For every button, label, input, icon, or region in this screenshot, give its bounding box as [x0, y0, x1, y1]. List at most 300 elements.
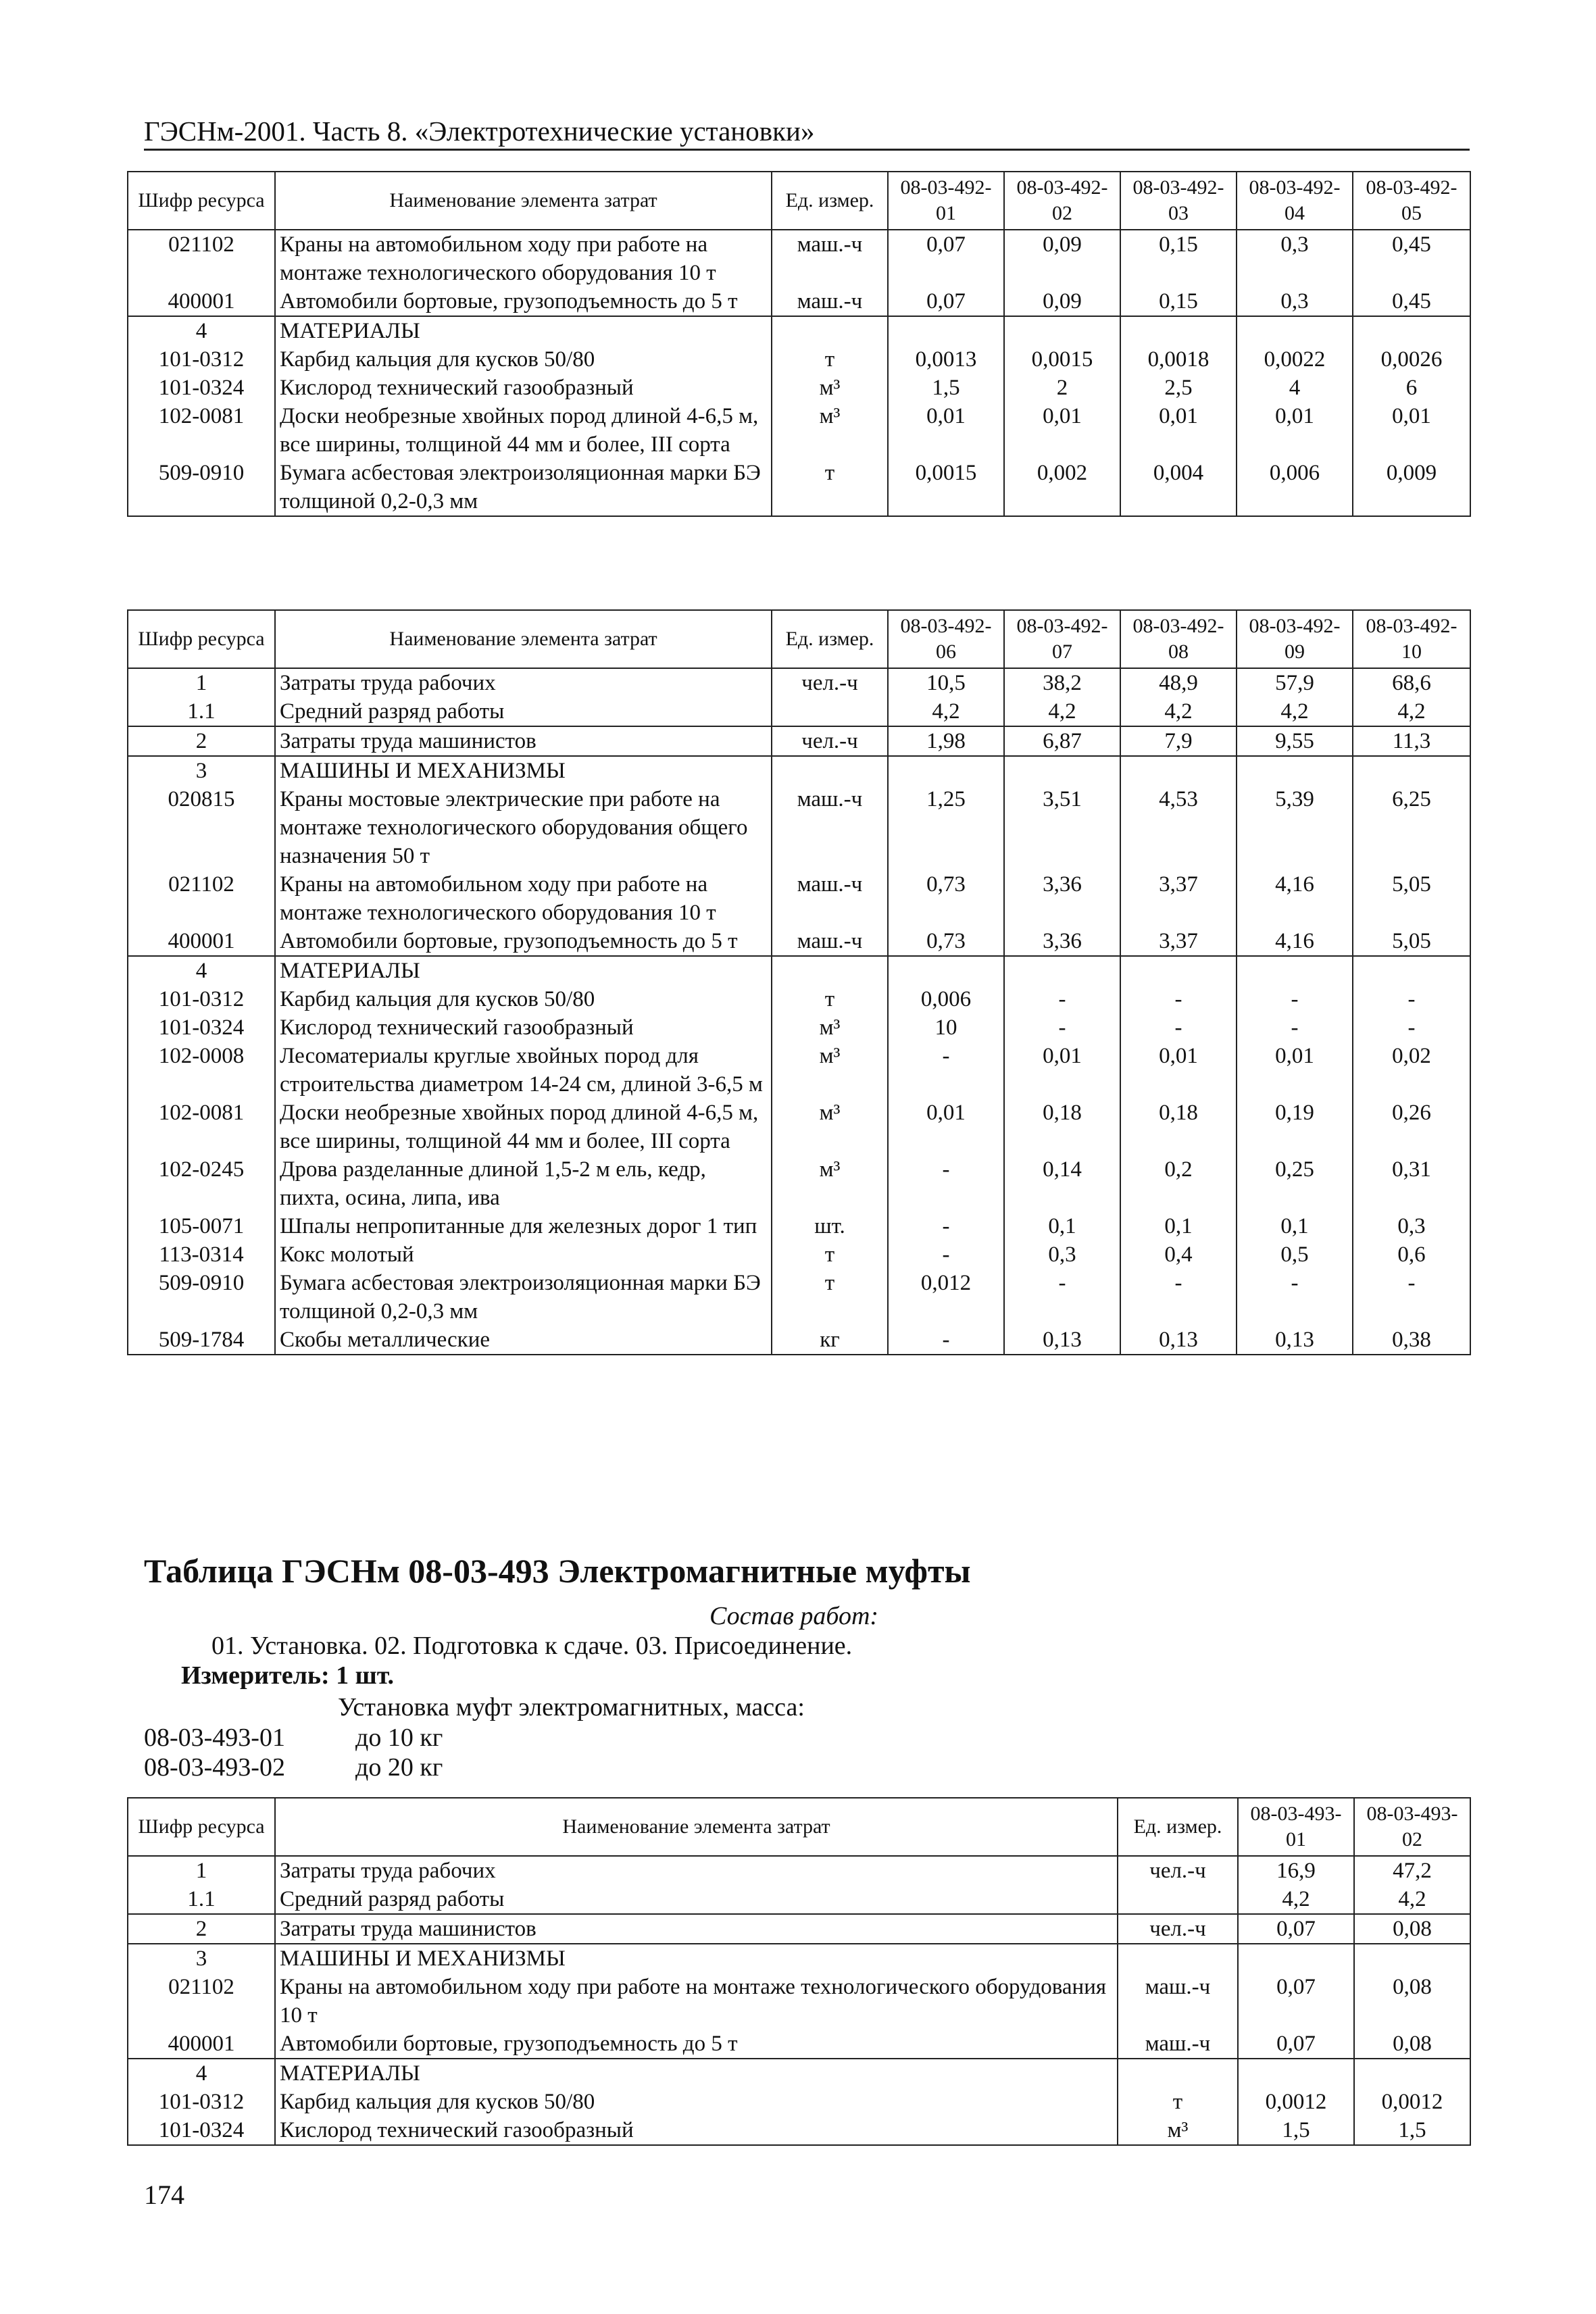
resource-code: 3 [128, 1944, 275, 1973]
unit-cell: м³ [772, 1042, 888, 1099]
unit-cell: кг [772, 1326, 888, 1355]
norm-value [1354, 1944, 1470, 1973]
norm-value [1237, 756, 1353, 785]
unit-cell [772, 756, 888, 785]
resource-code: 105-0071 [128, 1212, 275, 1240]
table-row [128, 345, 1470, 374]
table-row [128, 2088, 1470, 2116]
norm-value: 0,08 [1354, 2030, 1470, 2059]
norm-value: 6,87 [1004, 726, 1120, 756]
table-row [128, 374, 1470, 402]
norm-value: 0,0012 [1354, 2088, 1470, 2116]
norm-value: 0,09 [1004, 230, 1120, 287]
table-row [128, 2030, 1470, 2059]
norm-value: - [888, 1155, 1004, 1212]
resource-name: Дрова разделанные длиной 1,5-2 м ель, кедр, пихта, осина, липа, ива [275, 1155, 772, 1212]
norm-value [1238, 1944, 1354, 1973]
norm-value: 7,9 [1120, 726, 1237, 756]
norm-value: 4,16 [1237, 927, 1353, 956]
norm-value: 4,2 [888, 697, 1004, 726]
norm-value: 0,0013 [888, 345, 1004, 374]
norm-value [1120, 316, 1237, 345]
norm-value: 0,1 [1004, 1212, 1120, 1240]
norm-value: 0,01 [1120, 1042, 1237, 1099]
norm-value: 16,9 [1238, 1856, 1354, 1885]
col-header-norm: 08-03-492-09 [1237, 610, 1353, 668]
resource-name: Автомобили бортовые, грузоподъемность до 5 т [275, 287, 772, 316]
resource-name: Затраты труда рабочих [275, 668, 772, 697]
col-header-code: Шифр ресурса [128, 1798, 275, 1856]
unit-cell: маш.-ч [1118, 1973, 1238, 2030]
resource-name: Краны на автомобильном ходу при работе на монтаже технологического оборудования 10 т [275, 1973, 1118, 2030]
norm-value: 2 [1004, 374, 1120, 402]
table-row [128, 2116, 1470, 2145]
resource-code: 101-0324 [128, 1013, 275, 1042]
unit-cell: т [772, 459, 888, 516]
page-number: 174 [144, 2180, 184, 2210]
norm-value: 0,73 [888, 927, 1004, 956]
norm-value: 0,18 [1120, 1099, 1237, 1155]
norm-value: 0,13 [1120, 1326, 1237, 1355]
norm-value: 0,09 [1004, 287, 1120, 316]
resource-code: 113-0314 [128, 1240, 275, 1269]
table-row [128, 697, 1470, 726]
norm-value: 0,73 [888, 870, 1004, 927]
resource-name: МАТЕРИАЛЫ [275, 2059, 1118, 2088]
norm-value: 1,5 [1354, 2116, 1470, 2145]
unit-cell: м³ [772, 374, 888, 402]
resource-name: Затраты труда машинистов [275, 726, 772, 756]
table-row [128, 1212, 1470, 1240]
unit-cell: т [1118, 2088, 1238, 2116]
norm-value: - [1353, 1269, 1470, 1326]
resource-code: 4 [128, 316, 275, 345]
norm-value: - [1004, 1269, 1120, 1326]
norm-value: 0,6 [1353, 1240, 1470, 1269]
unit-cell [772, 956, 888, 985]
table-row [128, 756, 1470, 785]
table-row [128, 287, 1470, 316]
resource-code: 400001 [128, 927, 275, 956]
col-header-norm: 08-03-492-03 [1120, 172, 1237, 230]
norm-value: 3,36 [1004, 927, 1120, 956]
norm-value: 0,25 [1237, 1155, 1353, 1212]
table-row [128, 316, 1470, 345]
norm-value: 0,13 [1004, 1326, 1120, 1355]
resource-name: Средний разряд работы [275, 697, 772, 726]
norm-value: 0,0018 [1120, 345, 1237, 374]
table-title: Таблица ГЭСНм 08-03-493 Электромагнитные муфты [144, 1552, 971, 1590]
resource-table-492-01-05 [127, 171, 1471, 517]
norm-value: - [888, 1240, 1004, 1269]
norm-value: 0,1 [1120, 1212, 1237, 1240]
resource-name: Кислород технический газообразный [275, 374, 772, 402]
resource-name: Скобы металлические [275, 1326, 772, 1355]
norm-value [1237, 316, 1353, 345]
resource-name: Кокс молотый [275, 1240, 772, 1269]
resource-table-492-06-10 [127, 609, 1471, 1355]
norm-value: 3,51 [1004, 785, 1120, 870]
table-row [128, 785, 1470, 870]
resource-code: 021102 [128, 1973, 275, 2030]
unit-cell: чел.-ч [772, 668, 888, 697]
norm-value: 0,15 [1120, 230, 1237, 287]
variant-code: 08-03-493-01 [144, 1724, 285, 1752]
norm-value: 5,39 [1237, 785, 1353, 870]
resource-code: 509-1784 [128, 1326, 275, 1355]
resource-code: 101-0324 [128, 2116, 275, 2145]
unit-cell: чел.-ч [1118, 1856, 1238, 1885]
col-header-norm: 08-03-493-01 [1238, 1798, 1354, 1856]
unit-cell: маш.-ч [772, 230, 888, 287]
norm-value: 0,004 [1120, 459, 1237, 516]
norm-value: 0,02 [1353, 1042, 1470, 1099]
resource-name: МАШИНЫ И МЕХАНИЗМЫ [275, 1944, 1118, 1973]
norm-value [888, 756, 1004, 785]
norm-value: - [1120, 1269, 1237, 1326]
col-header-norm: 08-03-492-04 [1237, 172, 1353, 230]
resource-name: Кислород технический газообразный [275, 2116, 1118, 2145]
table-row [128, 726, 1470, 756]
norm-value: - [888, 1212, 1004, 1240]
norm-value: 0,15 [1120, 287, 1237, 316]
norm-value: 9,55 [1237, 726, 1353, 756]
unit-cell [1118, 1885, 1238, 1914]
norm-value [888, 316, 1004, 345]
install-description: Установка муфт электромагнитных, масса: [338, 1693, 805, 1721]
norm-value: 4,2 [1353, 697, 1470, 726]
variant-code: 08-03-493-02 [144, 1753, 285, 1782]
unit-cell: маш.-ч [1118, 2030, 1238, 2059]
norm-value: 0,01 [1353, 402, 1470, 459]
unit-cell: т [772, 1269, 888, 1326]
norm-value [1353, 956, 1470, 985]
norm-value: 0,26 [1353, 1099, 1470, 1155]
norm-value: 0,0012 [1238, 2088, 1354, 2116]
col-header-name: Наименование элемента затрат [275, 172, 772, 230]
unit-cell [772, 316, 888, 345]
norm-value: 3,37 [1120, 870, 1237, 927]
norm-value [1004, 316, 1120, 345]
norm-value [1353, 316, 1470, 345]
norm-value: - [1004, 1013, 1120, 1042]
unit-cell: м³ [772, 1155, 888, 1212]
unit-cell: маш.-ч [772, 287, 888, 316]
col-header-norm: 08-03-492-01 [888, 172, 1004, 230]
resource-table-493 [127, 1797, 1471, 2146]
norm-value: 0,01 [1120, 402, 1237, 459]
unit-cell: маш.-ч [772, 785, 888, 870]
norm-value: 4,2 [1004, 697, 1120, 726]
resource-name: Лесоматериалы круглые хвойных пород для строительства диаметром 14-24 см, длиной 3-6,5 м [275, 1042, 772, 1099]
norm-value: - [888, 1042, 1004, 1099]
unit-cell: м³ [772, 1099, 888, 1155]
resource-code: 102-0081 [128, 1099, 275, 1155]
norm-value [1004, 756, 1120, 785]
composition-label: Состав работ: [709, 1602, 879, 1630]
col-header-name: Наименование элемента затрат [275, 1798, 1118, 1856]
resource-code: 101-0324 [128, 374, 275, 402]
resource-code: 101-0312 [128, 345, 275, 374]
resource-name: МАШИНЫ И МЕХАНИЗМЫ [275, 756, 772, 785]
norm-value: - [1237, 1013, 1353, 1042]
norm-value: 0,01 [888, 402, 1004, 459]
norm-value: 6 [1353, 374, 1470, 402]
norm-value: 47,2 [1354, 1856, 1470, 1885]
table-row [128, 1944, 1470, 1973]
resource-code: 102-0081 [128, 402, 275, 459]
resource-name: Доски необрезные хвойных пород длиной 4-6,5 м, все ширины, толщиной 44 мм и более, III сорта [275, 402, 772, 459]
resource-name: Автомобили бортовые, грузоподъемность до 5 т [275, 2030, 1118, 2059]
unit-cell: м³ [1118, 2116, 1238, 2145]
norm-value: 4,16 [1237, 870, 1353, 927]
table-row [128, 668, 1470, 697]
norm-value: 0,01 [1004, 402, 1120, 459]
table-row [128, 956, 1470, 985]
table-row [128, 402, 1470, 459]
norm-value: 0,38 [1353, 1326, 1470, 1355]
norm-value: 0,3 [1237, 230, 1353, 287]
col-header-unit: Ед. измер. [1118, 1798, 1238, 1856]
norm-value: - [1237, 985, 1353, 1013]
norm-value: - [1353, 1013, 1470, 1042]
norm-value: 10 [888, 1013, 1004, 1042]
resource-name: Краны мостовые электрические при работе на монтаже технологического оборудования общего назначения 50 т [275, 785, 772, 870]
norm-value: 0,18 [1004, 1099, 1120, 1155]
resource-name: Карбид кальция для кусков 50/80 [275, 345, 772, 374]
norm-value [1353, 756, 1470, 785]
norm-value: 4,2 [1120, 697, 1237, 726]
table-row [128, 459, 1470, 516]
resource-code: 1 [128, 1856, 275, 1885]
resource-code: 509-0910 [128, 459, 275, 516]
unit-cell: т [772, 985, 888, 1013]
resource-name: Карбид кальция для кусков 50/80 [275, 985, 772, 1013]
norm-value: 0,0015 [888, 459, 1004, 516]
resource-code: 1.1 [128, 697, 275, 726]
variant-desc: до 20 кг [355, 1753, 443, 1782]
norm-value: 0,002 [1004, 459, 1120, 516]
norm-value: 0,006 [1237, 459, 1353, 516]
norm-value: 48,9 [1120, 668, 1237, 697]
norm-value [1354, 2059, 1470, 2088]
norm-value: 0,5 [1237, 1240, 1353, 1269]
composition-text: 01. Установка. 02. Подготовка к сдаче. 03. Присоединение. [211, 1632, 853, 1660]
table-row [128, 1240, 1470, 1269]
norm-value: 3,36 [1004, 870, 1120, 927]
resource-code: 3 [128, 756, 275, 785]
col-header-code: Шифр ресурса [128, 610, 275, 668]
measure-unit: Измеритель: 1 шт. [181, 1661, 395, 1690]
resource-code: 021102 [128, 870, 275, 927]
norm-value: 0,13 [1237, 1326, 1353, 1355]
unit-cell: маш.-ч [772, 870, 888, 927]
table-row [128, 1099, 1470, 1155]
norm-value: 0,07 [1238, 2030, 1354, 2059]
norm-value: 0,0026 [1353, 345, 1470, 374]
norm-value: 0,3 [1237, 287, 1353, 316]
norm-value [1120, 956, 1237, 985]
col-header-unit: Ед. измер. [772, 610, 888, 668]
table-row [128, 2059, 1470, 2088]
resource-code: 2 [128, 1914, 275, 1944]
norm-value: 0,01 [1237, 402, 1353, 459]
table-row [128, 1155, 1470, 1212]
unit-cell: чел.-ч [772, 726, 888, 756]
unit-cell: маш.-ч [772, 927, 888, 956]
table-row [128, 927, 1470, 956]
col-header-norm: 08-03-492-05 [1353, 172, 1470, 230]
col-header-unit: Ед. измер. [772, 172, 888, 230]
norm-value: 0,006 [888, 985, 1004, 1013]
resource-name: Доски необрезные хвойных пород длиной 4-6,5 м, все ширины, толщиной 44 мм и более, III сорта [275, 1099, 772, 1155]
resource-code: 101-0312 [128, 2088, 275, 2116]
table-row [128, 1326, 1470, 1355]
resource-name: Шпалы непропитанные для железных дорог 1 тип [275, 1212, 772, 1240]
col-header-norm: 08-03-492-08 [1120, 610, 1237, 668]
norm-value: 0,012 [888, 1269, 1004, 1326]
norm-value: 0,07 [1238, 1914, 1354, 1944]
norm-value: 0,45 [1353, 230, 1470, 287]
norm-value: - [1004, 985, 1120, 1013]
resource-code: 1 [128, 668, 275, 697]
unit-cell: шт. [772, 1212, 888, 1240]
resource-code: 101-0312 [128, 985, 275, 1013]
col-header-norm: 08-03-492-10 [1353, 610, 1470, 668]
resource-code: 102-0245 [128, 1155, 275, 1212]
resource-code: 400001 [128, 2030, 275, 2059]
resource-code: 509-0910 [128, 1269, 275, 1326]
resource-code: 020815 [128, 785, 275, 870]
norm-value: 4,2 [1237, 697, 1353, 726]
norm-value: - [1120, 985, 1237, 1013]
resource-code: 021102 [128, 230, 275, 287]
col-header-norm: 08-03-493-02 [1354, 1798, 1470, 1856]
resource-name: Краны на автомобильном ходу при работе на монтаже технологического оборудования 10 т [275, 870, 772, 927]
norm-value: 0,07 [1238, 1973, 1354, 2030]
norm-value [888, 956, 1004, 985]
resource-name: МАТЕРИАЛЫ [275, 956, 772, 985]
unit-cell: т [772, 1240, 888, 1269]
norm-value: 10,5 [888, 668, 1004, 697]
col-header-norm: 08-03-492-07 [1004, 610, 1120, 668]
norm-value [1004, 956, 1120, 985]
norm-value: - [1120, 1013, 1237, 1042]
variant-desc: до 10 кг [355, 1724, 443, 1752]
table-row [128, 1885, 1470, 1914]
col-header-code: Шифр ресурса [128, 172, 275, 230]
norm-value: 4,2 [1238, 1885, 1354, 1914]
norm-value [1237, 956, 1353, 985]
resource-code: 1.1 [128, 1885, 275, 1914]
norm-value: 0,08 [1354, 1914, 1470, 1944]
norm-value: - [1237, 1269, 1353, 1326]
norm-value: 0,2 [1120, 1155, 1237, 1212]
norm-value: 2,5 [1120, 374, 1237, 402]
resource-code: 2 [128, 726, 275, 756]
norm-value: 11,3 [1353, 726, 1470, 756]
resource-code: 400001 [128, 287, 275, 316]
resource-code: 4 [128, 956, 275, 985]
norm-value: 1,98 [888, 726, 1004, 756]
table-row [128, 1973, 1470, 2030]
resource-name: Кислород технический газообразный [275, 1013, 772, 1042]
table-row [128, 1914, 1470, 1944]
unit-cell: м³ [772, 402, 888, 459]
table-row [128, 1269, 1470, 1326]
table-row [128, 1013, 1470, 1042]
resource-name: Средний разряд работы [275, 1885, 1118, 1914]
table-row [128, 1042, 1470, 1099]
norm-value: 0,31 [1353, 1155, 1470, 1212]
table-row [128, 1856, 1470, 1885]
table-row [128, 230, 1470, 287]
norm-value: 0,08 [1354, 1973, 1470, 2030]
unit-cell [1118, 1944, 1238, 1973]
norm-value: 0,19 [1237, 1099, 1353, 1155]
norm-value: - [888, 1326, 1004, 1355]
norm-value: 0,009 [1353, 459, 1470, 516]
norm-value: 4,2 [1354, 1885, 1470, 1914]
norm-value: 0,3 [1353, 1212, 1470, 1240]
col-header-norm: 08-03-492-02 [1004, 172, 1120, 230]
norm-value: 0,3 [1004, 1240, 1120, 1269]
resource-code: 102-0008 [128, 1042, 275, 1099]
unit-cell: м³ [772, 1013, 888, 1042]
resource-name: Бумага асбестовая электроизоляционная марки БЭ толщиной 0,2-0,3 мм [275, 459, 772, 516]
norm-value: 68,6 [1353, 668, 1470, 697]
norm-value: 0,1 [1237, 1212, 1353, 1240]
resource-code: 4 [128, 2059, 275, 2088]
table-row [128, 870, 1470, 927]
unit-cell [1118, 2059, 1238, 2088]
resource-name: Затраты труда машинистов [275, 1914, 1118, 1944]
norm-value: 0,07 [888, 287, 1004, 316]
resource-name: Бумага асбестовая электроизоляционная марки БЭ толщиной 0,2-0,3 мм [275, 1269, 772, 1326]
norm-value: 0,4 [1120, 1240, 1237, 1269]
col-header-name: Наименование элемента затрат [275, 610, 772, 668]
norm-value: 0,45 [1353, 287, 1470, 316]
resource-name: Карбид кальция для кусков 50/80 [275, 2088, 1118, 2116]
unit-cell: чел.-ч [1118, 1914, 1238, 1944]
norm-value: - [1353, 985, 1470, 1013]
norm-value: 3,37 [1120, 927, 1237, 956]
col-header-norm: 08-03-492-06 [888, 610, 1004, 668]
norm-value: 0,0015 [1004, 345, 1120, 374]
norm-value: 0,0022 [1237, 345, 1353, 374]
norm-value: 1,25 [888, 785, 1004, 870]
norm-value: 0,07 [888, 230, 1004, 287]
norm-value: 0,01 [1237, 1042, 1353, 1099]
resource-name: Краны на автомобильном ходу при работе на монтаже технологического оборудования 10 т [275, 230, 772, 287]
norm-value: 0,01 [1004, 1042, 1120, 1099]
table-row [128, 985, 1470, 1013]
norm-value [1238, 2059, 1354, 2088]
running-header: ГЭСНм-2001. Часть 8. «Электротехнические установки» [144, 116, 1470, 151]
norm-value: 1,5 [1238, 2116, 1354, 2145]
norm-value: 1,5 [888, 374, 1004, 402]
norm-value: 6,25 [1353, 785, 1470, 870]
norm-value: 5,05 [1353, 927, 1470, 956]
unit-cell: т [772, 345, 888, 374]
norm-value: 0,01 [888, 1099, 1004, 1155]
norm-value [1120, 756, 1237, 785]
norm-value: 5,05 [1353, 870, 1470, 927]
resource-name: Затраты труда рабочих [275, 1856, 1118, 1885]
resource-name: МАТЕРИАЛЫ [275, 316, 772, 345]
norm-value: 4 [1237, 374, 1353, 402]
norm-value: 0,14 [1004, 1155, 1120, 1212]
